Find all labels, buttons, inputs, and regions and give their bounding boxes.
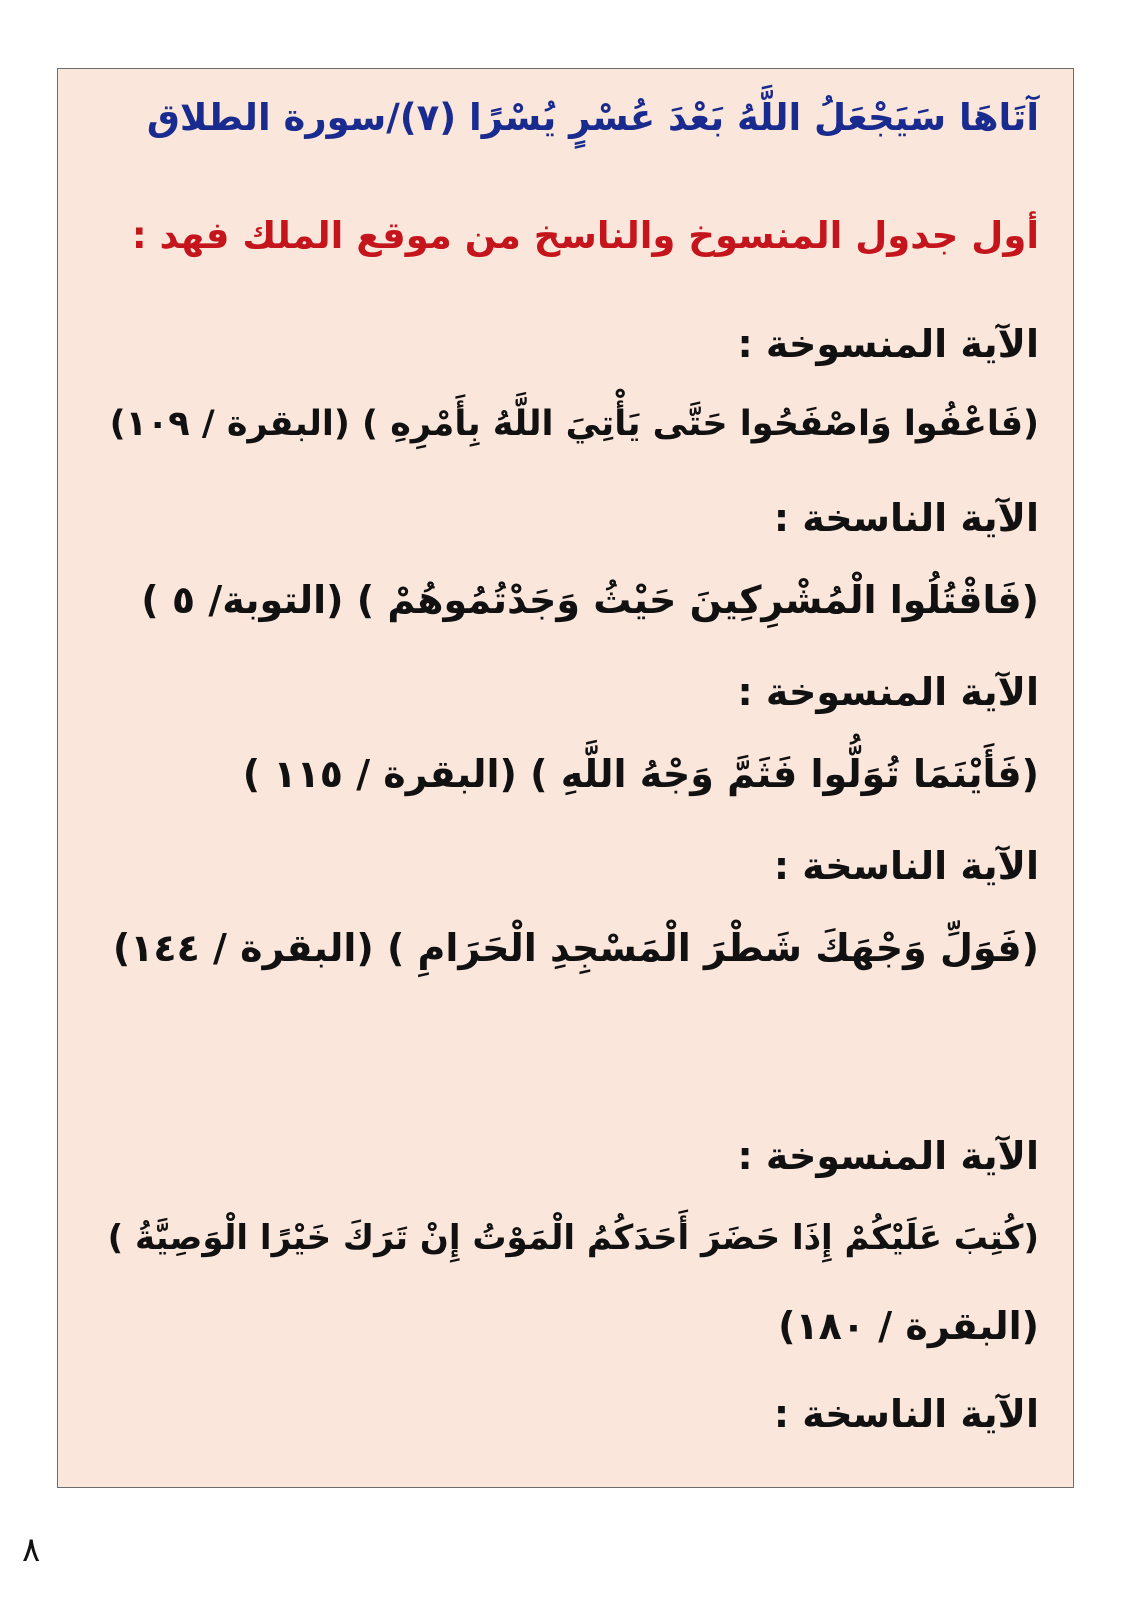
page-frame	[57, 68, 1074, 1488]
label-abrogating: الآية الناسخة :	[773, 1392, 1039, 1436]
label-abrogated: الآية المنسوخة :	[737, 1134, 1039, 1178]
verse-tawbah-5: (فَاقْتُلُوا الْمُشْرِكِينَ حَيْثُ وَجَدْتُمُوهُمْ ) (التوبة/ ٥ )	[141, 578, 1039, 622]
verse-baqarah-109: (فَاعْفُوا وَاصْفَحُوا حَتَّى يَأْتِيَ اللَّهُ بِأَمْرِهِ ) (البقرة / ١٠٩)	[109, 404, 1039, 444]
verse-baqarah-115: (فَأَيْنَمَا تُوَلُّوا فَثَمَّ وَجْهُ اللَّهِ ) (البقرة / ١١٥ )	[242, 752, 1039, 796]
label-abrogated: الآية المنسوخة :	[737, 670, 1039, 714]
section-heading: أول جدول المنسوخ والناسخ من موقع الملك فهد :	[131, 214, 1039, 257]
verse-talaq: آتَاهَا سَيَجْعَلُ اللَّهُ بَعْدَ عُسْرٍ يُسْرًا (٧)/سورة الطلاق	[146, 96, 1039, 139]
verse-baqarah-144: (فَوَلِّ وَجْهَكَ شَطْرَ الْمَسْجِدِ الْحَرَامِ ) (البقرة / ١٤٤)	[112, 926, 1039, 970]
label-abrogating: الآية الناسخة :	[773, 496, 1039, 540]
label-abrogated: الآية المنسوخة :	[737, 322, 1039, 366]
verse-baqarah-180: (كُتِبَ عَلَيْكُمْ إِذَا حَضَرَ أَحَدَكُمُ الْمَوْتُ إِنْ تَرَكَ خَيْرًا الْوَصِيَّةُ )	[107, 1218, 1039, 1258]
verse-reference: (البقرة / ١٨٠)	[778, 1304, 1039, 1348]
page-number: ٨	[22, 1530, 41, 1570]
label-abrogating: الآية الناسخة :	[773, 844, 1039, 888]
